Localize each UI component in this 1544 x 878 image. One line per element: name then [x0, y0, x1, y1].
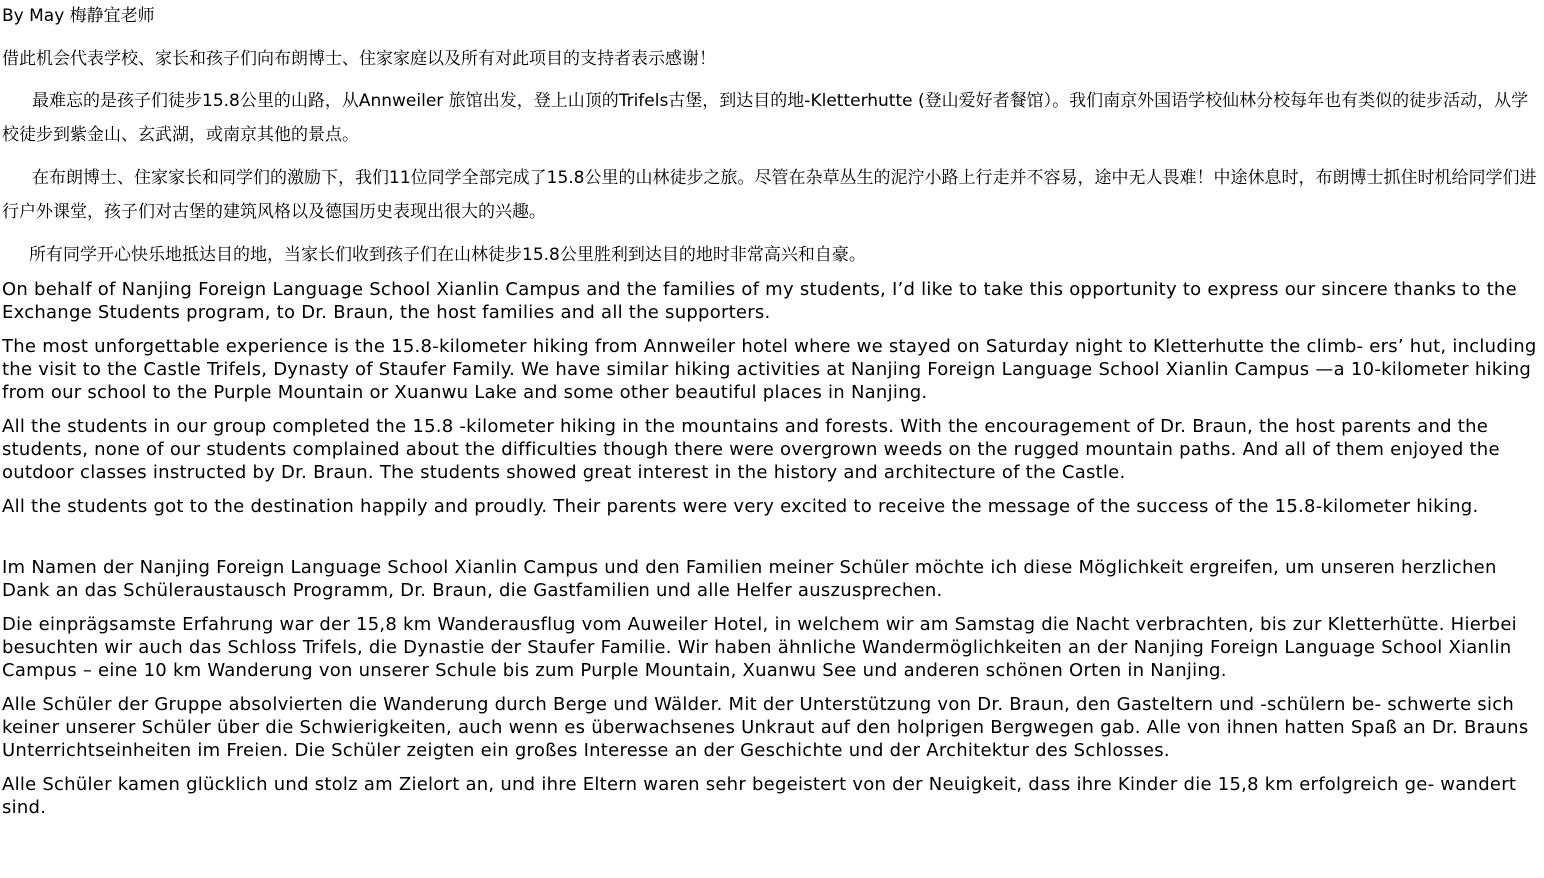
- chinese-paragraph-arrival: 所有同学开心快乐地抵达目的地，当家长们收到孩子们在山林徒步15.8公里胜利到达目的地时非常高兴和自豪。: [29, 245, 866, 265]
- german-paragraph-thanks: Im Namen der Nanjing Foreign Language School Xianlin Campus und den Familien meiner Schüler möchte ich diese Möglichkeit ergreifen, um unseren herzlichen Dank an das Schüleraustausch Programm, Dr. Braun, die Gastfamilien und alle Helfer auszusprechen.: [2, 557, 1497, 601]
- chinese-paragraph-thanks: 借此机会代表学校、家长和孩子们向布朗博士、住家家庭以及所有对此项目的支持者表示感谢！: [2, 49, 716, 69]
- german-paragraph-hiking: Die einprägsamste Erfahrung war der 15,8 km Wanderausflug vom Auweiler Hotel, in welchem wir am Samstag die Nacht verbrachten, bis zur Kletterhütte. Hierbei besuchten wir auch das Schloss Trifels, die Dynastie der Staufer Familie. Wir haben ähnliche Wandermöglichkeiten an der Nanjing Foreign Language School Xianlin Campus – eine 10 km Wanderung von unserer Schule bis zum Purple Mountain, Xuanwu See und anderen schönen Orten in Nanjing.: [2, 614, 1517, 681]
- german-paragraph-encouragement: Alle Schüler der Gruppe absolvierten die Wanderung durch Berge und Wälder. Mit der Unterstützung von Dr. Braun, den Gasteltern und -schülern be- schwerte sich keiner unserer Schüler über die Schwierigkeiten, auch wenn es überwachsenes Unkraut auf den holprigen Bergwegen gab. Alle von ihnen hatten Spaß an Dr. Brauns Unterrichtseinheiten im Freien. Die Schüler zeigten ein großes Interesse an der Geschichte und der Architektur des Schlosses.: [2, 694, 1529, 761]
- english-paragraph-hiking: The most unforgettable experience is the 15.8-kilometer hiking from Annweiler hotel where we stayed on Saturday night to Kletterhutte the climb- ers’ hut, including the visit to the Castle Trifels, Dynasty of Staufer Family. We have similar hiking activities at Nanjing Foreign Language School Xianlin Campus —a 10-kilometer hiking from our school to the Purple Mountain or Xuanwu Lake and some other beautiful places in Nanjing.: [2, 336, 1537, 403]
- german-section: [2, 556, 1538, 819]
- english-section: [2, 278, 1538, 518]
- english-paragraph-thanks: On behalf of Nanjing Foreign Language School Xianlin Campus and the families of my students, I’d like to take this opportunity to express our sincere thanks to the Exchange Students program, to Dr. Braun, the host families and all the supporters.: [2, 279, 1517, 323]
- document-body: [2, 0, 1538, 830]
- chinese-section: [2, 42, 1538, 272]
- author-line: By May 梅静宜老师: [2, 6, 155, 26]
- chinese-paragraph-hiking: 最难忘的是孩子们徒步15.8公里的山路，从Annweiler 旅馆出发，登上山顶的Trifels古堡，到达目的地-Kletterhutte (登山爱好者餐馆）。我们南京外国语学校仙林分校每年也有类似的徒步活动，从学校徒步到紫金山、玄武湖，或南京其他的景点。: [2, 91, 1529, 145]
- english-paragraph-encouragement: All the students in our group completed the 15.8 -kilometer hiking in the mountains and forests. With the encouragement of Dr. Braun, the host parents and the students, none of our students complained about the difficulties though there were overgrown weeds on the rugged mountain paths. And all of them enjoyed the outdoor classes instructed by Dr. Braun. The students showed great interest in the history and architecture of the Castle.: [2, 416, 1500, 483]
- english-paragraph-arrival: All the students got to the destination happily and proudly. Their parents were very excited to receive the message of the success of the 15.8-kilometer hiking.: [2, 496, 1479, 517]
- german-paragraph-arrival: Alle Schüler kamen glücklich und stolz am Zielort an, und ihre Eltern waren sehr begeistert von der Neuigkeit, dass ihre Kinder die 15,8 km erfolgreich ge- wandert sind.: [2, 774, 1517, 818]
- chinese-paragraph-encouragement: 在布朗博士、住家家长和同学们的激励下，我们11位同学全部完成了15.8公里的山林徒步之旅。尽管在杂草丛生的泥泞小路上行走并不容易，途中无人畏难！中途休息时，布朗博士抓住时机给同学们进行户外课堂，孩子们对古堡的建筑风格以及德国历史表现出很大的兴趣。: [2, 168, 1537, 222]
